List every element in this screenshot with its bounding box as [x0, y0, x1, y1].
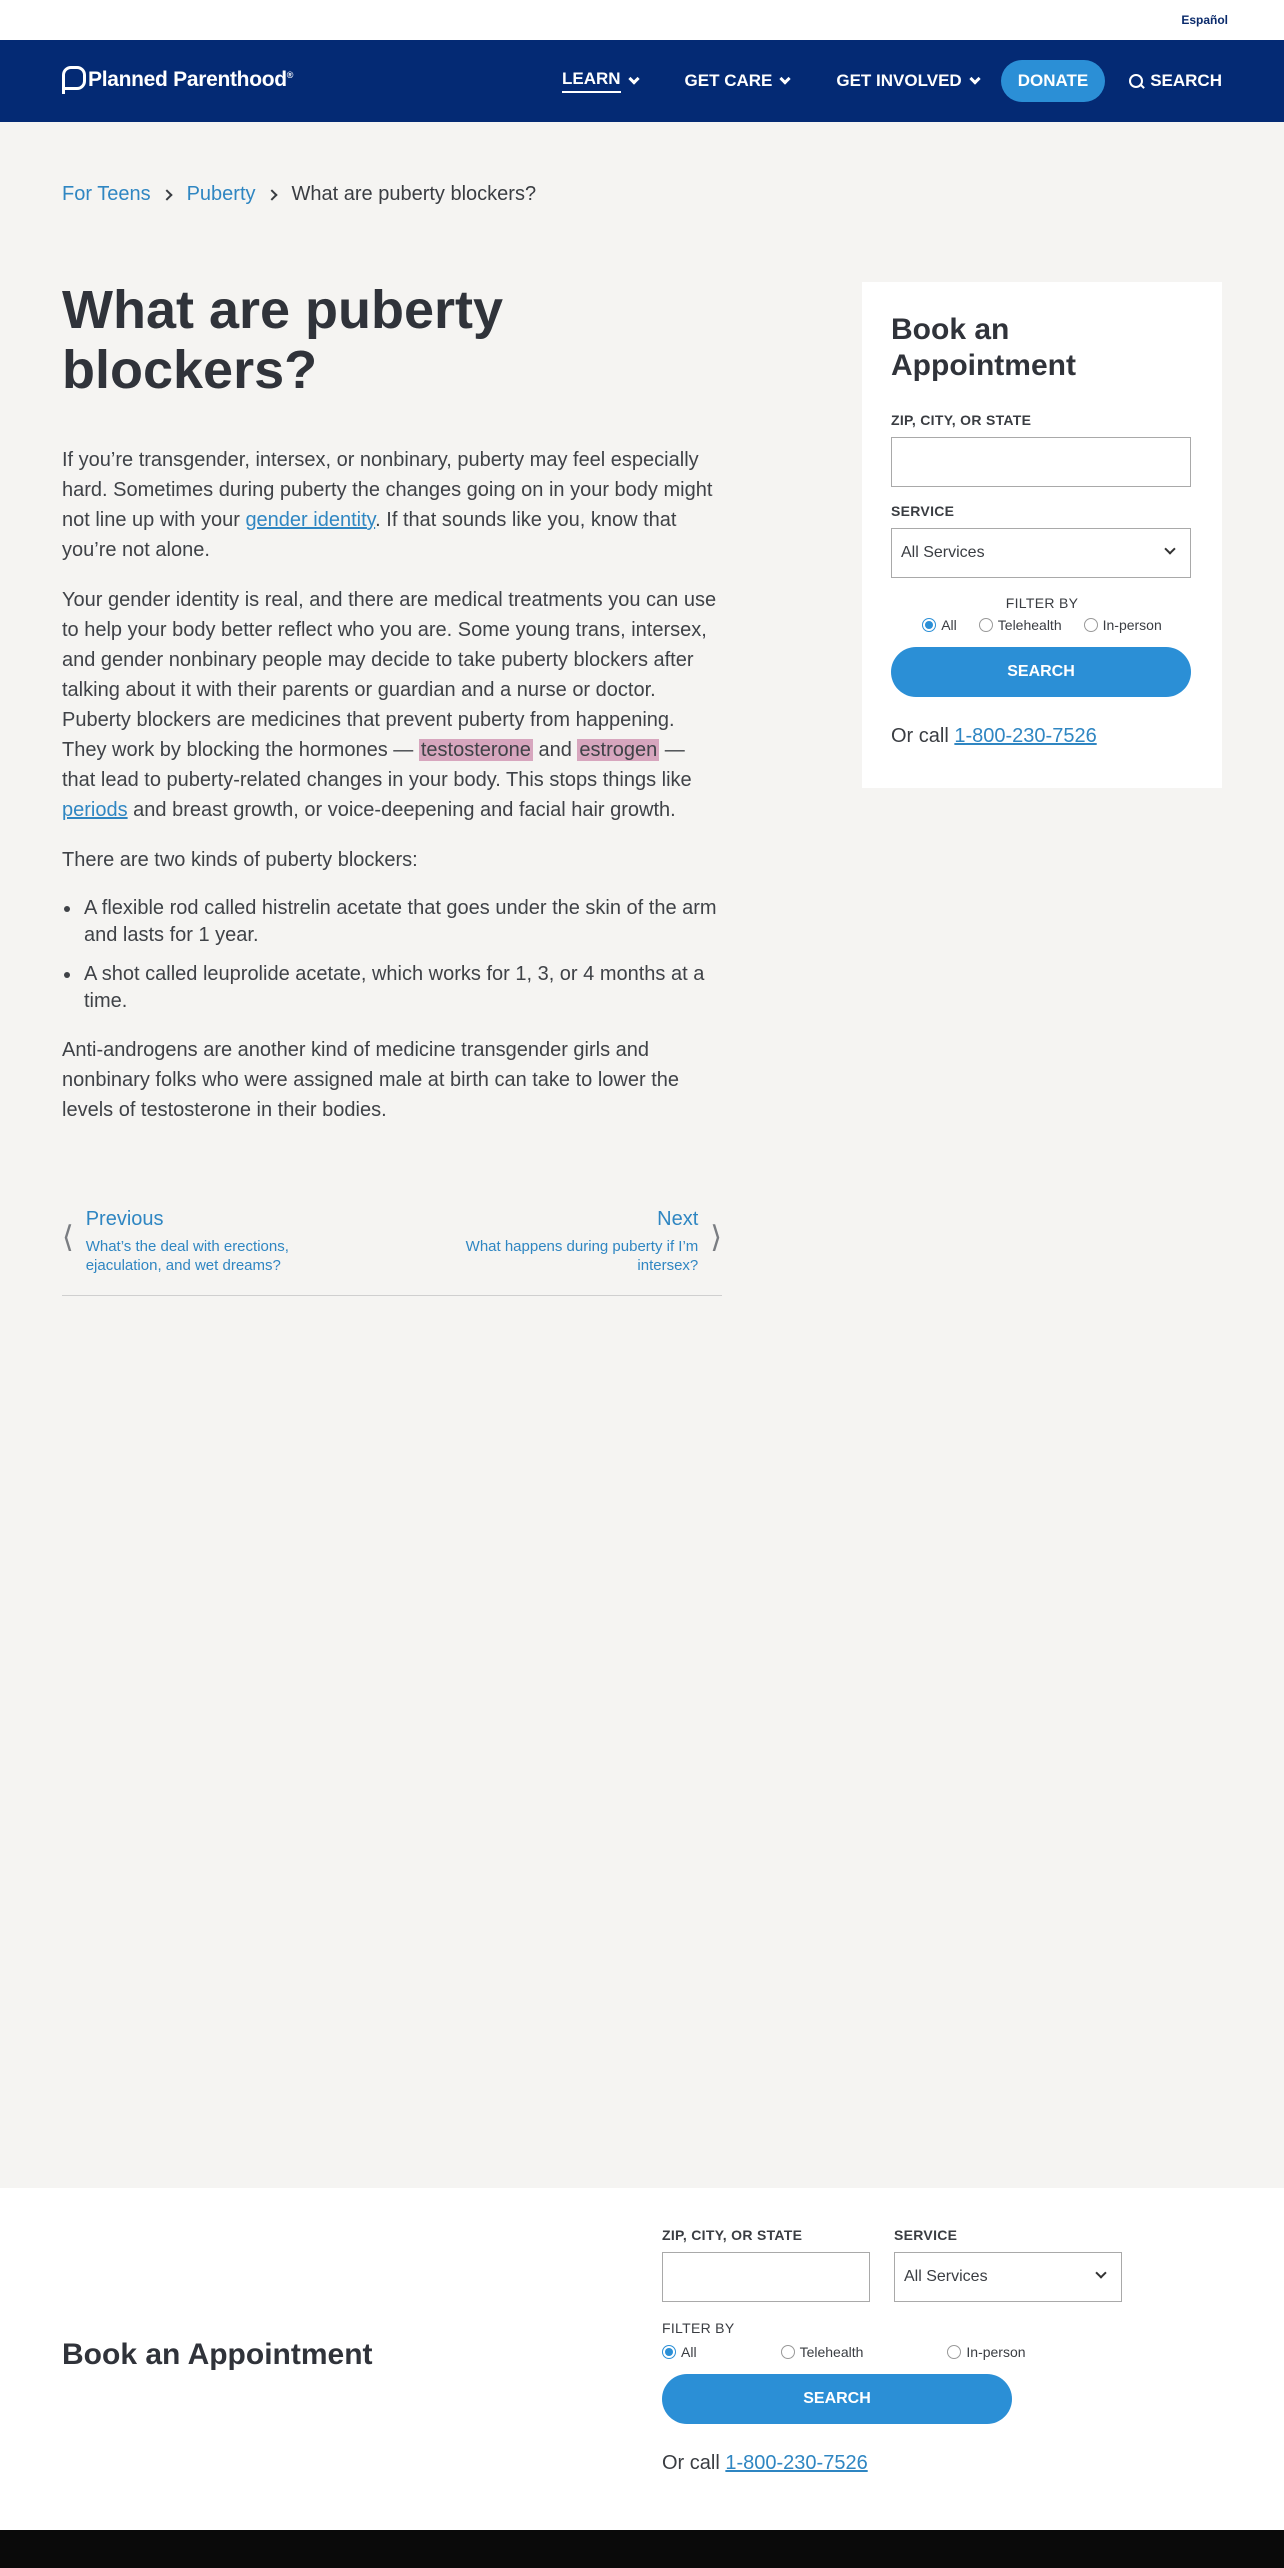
language-link[interactable]: Español: [1181, 13, 1228, 27]
sidebar-title: Book an Appointment: [891, 313, 1076, 382]
next-title: What happens during puberty if I’m intersex?: [465, 1238, 699, 1274]
radio-icon: [662, 2345, 676, 2359]
form-row: [662, 2227, 1122, 2302]
previous-label: Previous: [85, 1208, 164, 1230]
text: and: [532, 739, 578, 761]
estrogen-term[interactable]: estrogen: [579, 739, 658, 761]
next-article-link[interactable]: [438, 1208, 722, 1275]
radio-label: Telehealth: [799, 2344, 864, 2360]
footer-filter-radios: [662, 2344, 1122, 2360]
radio-icon: [1084, 618, 1098, 632]
breadcrumb-puberty[interactable]: Puberty: [186, 183, 256, 205]
text: and breast growth, or voice-deepening and facial hair growth.: [127, 799, 676, 821]
footer-filter-in-person-radio[interactable]: [947, 2344, 1025, 2360]
footer-call-line: [662, 2452, 1122, 2475]
list-item: • A flexible rod called histrelin acetate that goes under the skin of the arm and lasts for 1 year.: [82, 895, 722, 949]
paragraph-two-kinds: There are two kinds of puberty blockers:: [62, 849, 418, 871]
filter-label: FILTER BY: [1005, 595, 1079, 611]
radio-icon: [979, 618, 993, 632]
chevron-right-icon: [161, 189, 172, 200]
radio-icon: [781, 2345, 795, 2359]
site-logo[interactable]: [62, 66, 293, 94]
footer-service-value: All Services: [904, 2268, 988, 2285]
article: [62, 280, 722, 1145]
blocker-list: [82, 895, 722, 1015]
nav-learn[interactable]: [562, 69, 638, 93]
service-label: SERVICE: [891, 503, 955, 519]
filter-telehealth-radio[interactable]: [979, 617, 1062, 633]
page-title: What are puberty blockers?: [62, 280, 504, 400]
breadcrumb-current: What are puberty blockers?: [291, 183, 537, 205]
call-prefix: Or call: [891, 725, 949, 747]
nav-search-label: SEARCH: [1150, 71, 1222, 90]
chevron-down-icon: [1095, 2267, 1106, 2278]
appointment-sidebar: [862, 282, 1222, 788]
registered-mark: ®: [286, 70, 294, 80]
article-pager: [62, 1208, 722, 1296]
footer-filter-label: FILTER BY: [662, 2320, 735, 2336]
chevron-down-icon: [780, 73, 791, 84]
footer-filter-all-radio[interactable]: [662, 2344, 697, 2360]
previous-article-link[interactable]: [62, 1208, 346, 1275]
nav-get-care-label: GET CARE: [684, 71, 773, 90]
nav-get-care[interactable]: [685, 71, 790, 91]
gender-identity-link[interactable]: gender identity: [245, 509, 376, 531]
radio-label: Telehealth: [997, 617, 1062, 633]
footer-appointment-title: Book an Appointment: [62, 2338, 373, 2371]
call-line: [891, 725, 1193, 748]
chevron-down-icon: [969, 73, 980, 84]
logo-icon: [62, 66, 82, 94]
paragraph-intro: [62, 445, 722, 565]
nav-search-button[interactable]: [1129, 71, 1222, 91]
breadcrumb: [62, 183, 536, 206]
text: . If that sounds like you, know that you’re not alone.: [62, 509, 677, 561]
footer-filter-telehealth-radio[interactable]: [781, 2344, 864, 2360]
phone-link[interactable]: 1-800-230-7526: [954, 725, 1097, 747]
footer-phone-link[interactable]: 1-800-230-7526: [725, 2452, 868, 2474]
footer-service-select[interactable]: [894, 2252, 1122, 2302]
service-value: All Services: [901, 544, 985, 561]
testosterone-term[interactable]: testosterone: [420, 739, 531, 761]
filter-radios: [891, 617, 1193, 633]
breadcrumb-for-teens[interactable]: For Teens: [62, 183, 151, 205]
call-prefix: Or call: [662, 2452, 720, 2474]
utility-bar: [0, 0, 1284, 40]
radio-label: All: [941, 617, 957, 633]
footer-zip-label: ZIP, CITY, OR STATE: [662, 2227, 803, 2243]
chevron-right-icon: [266, 189, 277, 200]
nav-learn-label: LEARN: [562, 69, 621, 93]
paragraph-treatments: [62, 585, 722, 825]
periods-link[interactable]: periods: [62, 799, 128, 821]
zip-input[interactable]: [891, 437, 1191, 487]
logo-text: Planned Parenthood: [88, 68, 287, 91]
zip-column: [662, 2227, 870, 2302]
main-nav: [0, 40, 1284, 122]
chevron-left-icon: ⟨: [62, 1221, 74, 1254]
footer-service-label: SERVICE: [894, 2227, 958, 2243]
service-select[interactable]: [891, 528, 1191, 578]
text: If you’re transgender, intersex, or nonbinary, puberty may feel especially hard. Sometimes during puberty the changes going on in your body might not line up with your: [62, 449, 713, 531]
filter-all-radio[interactable]: [922, 617, 957, 633]
paragraph-anti-androgens: Anti-androgens are another kind of medicine transgender girls and nonbinary folks who were assigned male at birth can take to lower the levels of testosterone in their bodies.: [62, 1039, 680, 1121]
previous-title: What’s the deal with erections, ejaculation, and wet dreams?: [85, 1238, 289, 1274]
chevron-down-icon: [628, 73, 639, 84]
zip-label: ZIP, CITY, OR STATE: [891, 412, 1032, 428]
footer-zip-input[interactable]: [662, 2252, 870, 2302]
nav-get-involved[interactable]: [836, 71, 978, 91]
footer-appointment: [0, 2188, 1284, 2530]
radio-label: In-person: [1102, 617, 1162, 633]
footer-search-button[interactable]: SEARCH: [662, 2374, 1012, 2424]
radio-icon: [922, 618, 936, 632]
list-item: • A shot called leuprolide acetate, which works for 1, 3, or 4 months at a time.: [82, 961, 722, 1015]
service-column: [894, 2227, 1122, 2302]
text: Your gender identity is real, and there are medical treatments you can use to help your body better reflect who you are. Some young trans, intersex, and gender nonbinary people may decide to take puberty blockers after talking about it with their parents or guardian and a nurse or doctor. Puberty blockers are medicines that prevent puberty from happening. They work by blocking the hormones —: [62, 589, 717, 761]
chevron-right-icon: ⟩: [710, 1221, 722, 1254]
nav-items: [515, 40, 1222, 122]
chevron-down-icon: [1164, 543, 1175, 554]
next-label: Next: [657, 1208, 699, 1230]
search-icon: [1129, 74, 1144, 89]
filter-in-person-radio[interactable]: [1084, 617, 1162, 633]
nav-get-involved-label: GET INVOLVED: [836, 71, 962, 90]
radio-label: In-person: [966, 2344, 1026, 2360]
radio-icon: [947, 2345, 961, 2359]
footer-appointment-form: [662, 2227, 1122, 2475]
donate-button[interactable]: DONATE: [1001, 60, 1106, 102]
radio-label: All: [681, 2344, 697, 2360]
footer-bar: [0, 2530, 1284, 2568]
sidebar-search-button[interactable]: SEARCH: [891, 647, 1191, 697]
text: — that lead to puberty-related changes in your body. This stops things like: [62, 739, 692, 791]
